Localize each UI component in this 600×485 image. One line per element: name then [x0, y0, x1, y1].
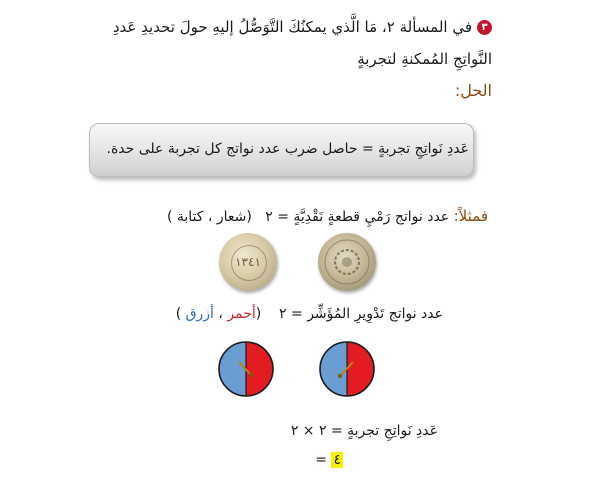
question-text-1: في المسألة ٢، مَا الَّذي يمكنُكَ التَّوَصُّلُ إليهِ حولَ تحديدِ عَددِ: [112, 18, 472, 36]
coin-example-line: [167, 207, 488, 225]
result-line: [315, 452, 343, 468]
coin-emblem-icon: [318, 233, 376, 291]
coin-face-text: ١٣٤١: [235, 255, 261, 269]
question-line-2: النَّواتِجِ المُمكنةِ لتجربةٍ: [357, 50, 492, 68]
spinner-example-line: [176, 306, 443, 322]
result-prefix: =: [315, 452, 332, 468]
coin-outcomes: (شعار ، كتابة ): [166, 209, 252, 225]
example-label: فمثلاً:: [453, 207, 488, 225]
rule-text: عَددِ نَواتِجِ تجربةٍ = حاصل ضرب عدد نواتج كل تجربة على حدة.: [106, 141, 469, 157]
spinner-separator: ،: [213, 306, 228, 322]
solution-label: الحل:: [454, 81, 492, 100]
question-number-badge: ٣: [477, 20, 492, 35]
coin-tails-image: [219, 233, 277, 291]
total-outcomes-line: عَددِ نَواتِجِ تجربةٍ = ٢ × ٢: [290, 423, 438, 439]
spinner-example-text: عدد نواتج تَدْوِيرِ المُؤَشِّر = ٢: [279, 306, 443, 322]
coin-example-text: عدد نواتج رَمْيِ قطعةٍ نَقْدِيَّةٍ = ٢: [265, 209, 450, 225]
coin-heads-image: [318, 233, 376, 291]
spinner-red-label: أحمر: [227, 306, 256, 322]
spinner-left-red-half: [246, 342, 273, 396]
spinner-right: [318, 340, 376, 398]
spinner-paren-open: (: [255, 306, 262, 322]
question-line-1: [113, 18, 492, 36]
spinner-left: [217, 340, 275, 398]
spinner-paren-close: ): [175, 306, 186, 322]
spinner-right-blue-half: [320, 342, 347, 396]
spinner-left-blue-half: [219, 342, 246, 396]
spinner-right-red-half: [347, 342, 374, 396]
spinner-blue-label: أزرق: [185, 306, 214, 322]
result-value: ٤: [333, 452, 341, 468]
